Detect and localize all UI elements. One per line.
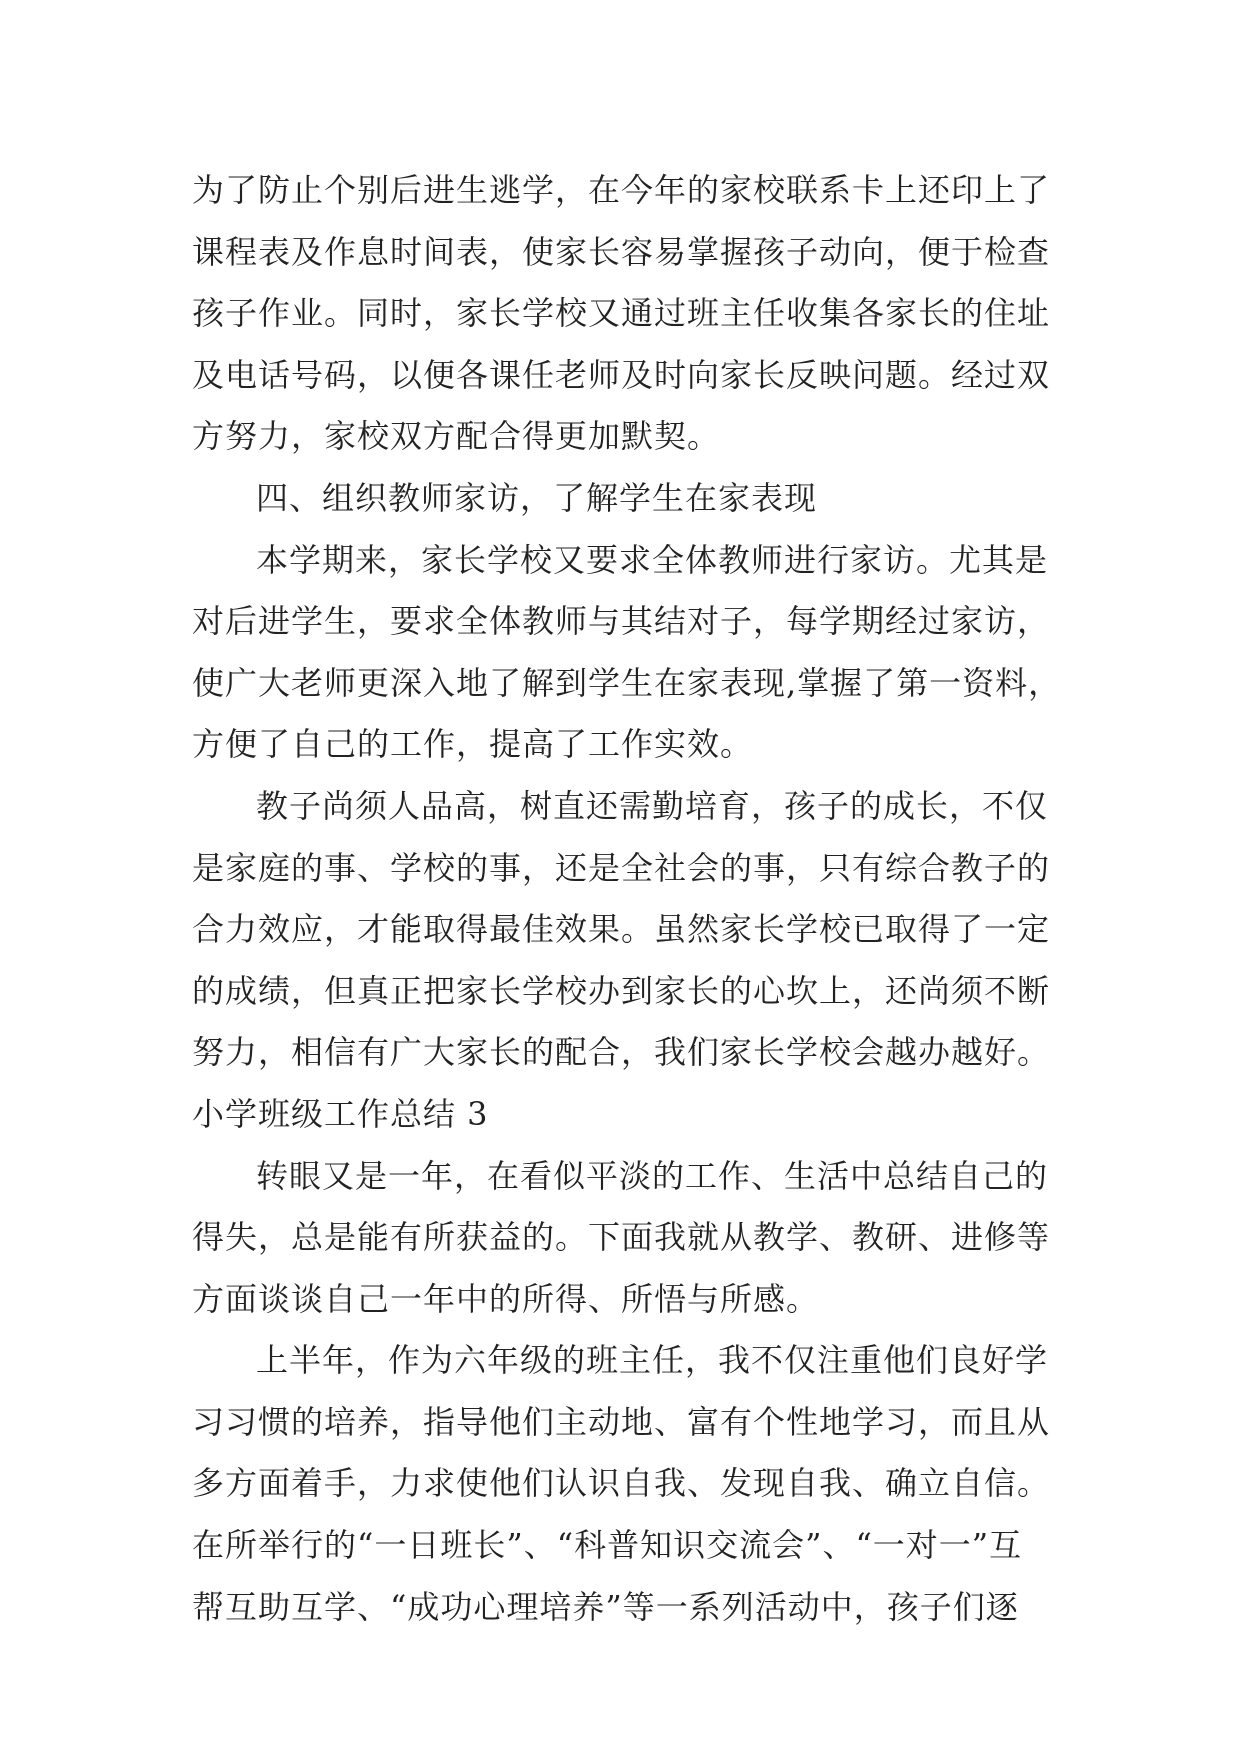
text-line: 教子尚须人品高，树直还需勤培育，孩子的成长，不仅 xyxy=(256,786,1049,825)
section-heading: 四、组织教师家访，了解学生在家表现 xyxy=(256,478,818,517)
text-line: 方努力，家校双方配合得更加默契。 xyxy=(192,417,721,456)
text-line: 及电话号码，以便各课任老师及时向家长反映问题。经过双 xyxy=(192,355,1051,394)
text-line: 课程表及作息时间表，使家长容易掌握孩子动向，便于检查 xyxy=(192,232,1051,271)
text-line: 在所举行的“一日班长”、“科普知识交流会”、“一对一”互 xyxy=(192,1526,1023,1565)
text-line: 本学期来，家长学校又要求全体教师进行家访。尤其是 xyxy=(256,540,1049,579)
text-line: 是家庭的事、学校的事，还是全社会的事，只有综合教子的 xyxy=(192,848,1051,887)
text-line: 孩子作业。同时，家长学校又通过班主任收集各家长的住址 xyxy=(192,294,1051,333)
text-line: 帮互助互学、“成功心理培养”等一系列活动中，孩子们逐 xyxy=(192,1587,1019,1626)
text-line: 多方面着手，力求使他们认识自我、发现自我、确立自信。 xyxy=(192,1464,1051,1503)
text-line: 为了防止个别后进生逃学，在今年的家校联系卡上还印上了 xyxy=(192,171,1051,209)
text-line: 方面谈谈自己一年中的所得、所悟与所感。 xyxy=(192,1279,820,1318)
text-line: 的成绩，但真正把家长学校办到家长的心坎上，还尚须不断 xyxy=(192,971,1051,1010)
text-line: 转眼又是一年，在看似平淡的工作、生活中总结自己的 xyxy=(256,1156,1049,1195)
text-line: 使广大老师更深入地了解到学生在家表现,掌握了第一资料， xyxy=(192,663,1062,702)
text-line: 合力效应，才能取得最佳效果。虽然家长学校已取得了一定 xyxy=(192,910,1051,949)
text-line: 得失，总是能有所获益的。下面我就从教学、教研、进修等 xyxy=(192,1218,1051,1257)
text-line: 方便了自己的工作，提高了工作实效。 xyxy=(192,725,754,764)
text-line: 习习惯的培养，指导他们主动地、富有个性地学习，而且从 xyxy=(192,1402,1051,1441)
text-line: 上半年，作为六年级的班主任，我不仅注重他们良好学 xyxy=(256,1341,1049,1380)
document-body xyxy=(192,160,1072,1638)
text-line: 努力，相信有广大家长的配合，我们家长学校会越办越好。 xyxy=(192,1033,1051,1072)
section-title: 小学班级工作总结 3 xyxy=(192,1094,489,1133)
text-line: 对后进学生，要求全体教师与其结对子，每学期经过家访， xyxy=(192,602,1051,641)
